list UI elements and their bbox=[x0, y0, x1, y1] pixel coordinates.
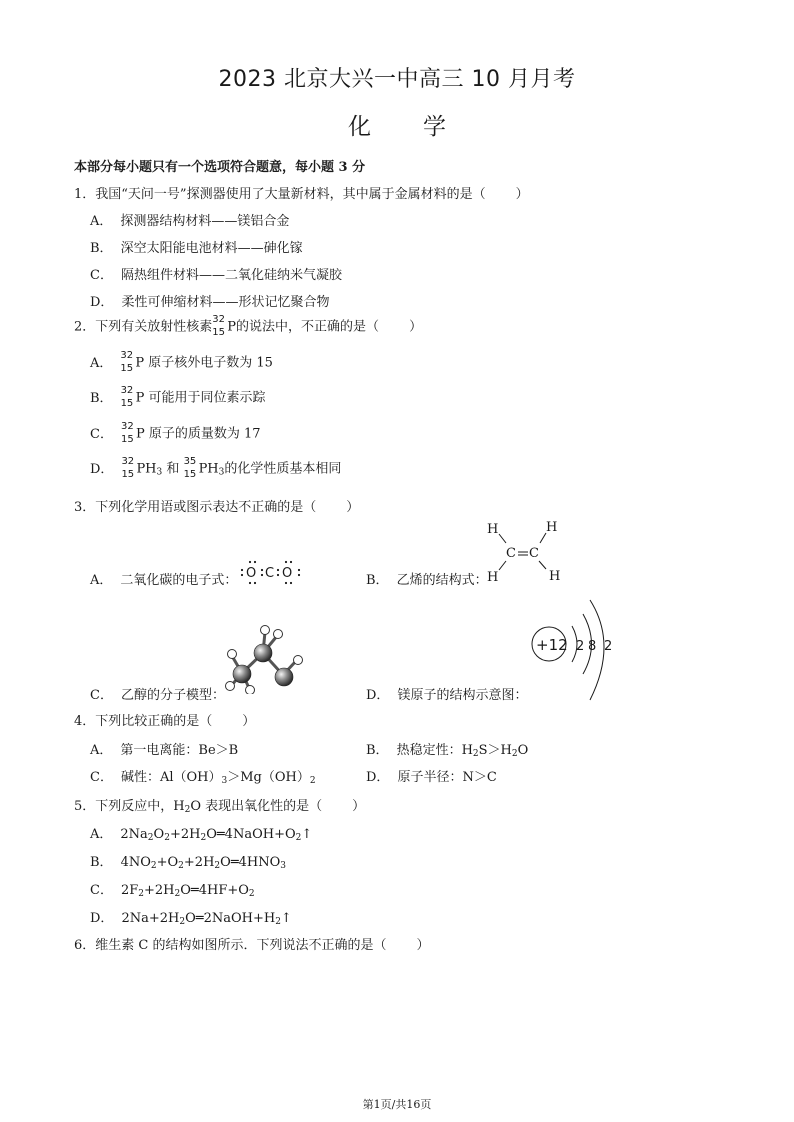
question-1-option-b bbox=[90, 237, 303, 256]
svg-text:H: H bbox=[549, 569, 561, 584]
question-number: 3． bbox=[74, 500, 96, 515]
question-number: 4． bbox=[74, 714, 96, 729]
question-text: 下列有关放射性核素 bbox=[95, 319, 213, 335]
nuclide-notation bbox=[212, 314, 226, 340]
question-4-option-a bbox=[90, 739, 238, 758]
equation-part: 2Na bbox=[120, 827, 148, 842]
nuclide-notation bbox=[120, 350, 134, 376]
equation-part: 4NO bbox=[120, 855, 151, 870]
question-paren: ） bbox=[515, 187, 529, 202]
option-label: B． bbox=[366, 743, 389, 758]
question-2-option-b bbox=[90, 385, 265, 411]
subscript: 2 bbox=[275, 917, 281, 927]
option-label: C． bbox=[90, 688, 113, 703]
option-label: C． bbox=[90, 883, 113, 898]
svg-text:O: O bbox=[246, 566, 257, 581]
question-2-option-d bbox=[90, 456, 341, 482]
subscript: 3 bbox=[156, 467, 163, 478]
subject-char-1: 化 bbox=[348, 114, 371, 140]
svg-text:2: 2 bbox=[604, 639, 613, 654]
equation-part: +2H bbox=[143, 883, 175, 898]
option-label: B． bbox=[90, 241, 113, 256]
question-number: 5． bbox=[74, 799, 96, 814]
question-6-stem bbox=[74, 934, 430, 953]
nuclide-notation bbox=[121, 385, 135, 411]
option-text: S＞H bbox=[478, 743, 512, 758]
formula: PH bbox=[136, 461, 157, 477]
option-label: C． bbox=[90, 770, 113, 785]
equation-part: O═2NaOH+H bbox=[185, 911, 276, 926]
option-text: 深空太阳能电池材料——砷化镓 bbox=[120, 241, 303, 256]
subscript: 2 bbox=[511, 749, 518, 759]
equation-part: O═4HNO bbox=[220, 855, 281, 870]
option-text: 原子核外电子数为 15 bbox=[148, 355, 273, 371]
option-label: B． bbox=[90, 390, 113, 406]
question-3-option-c bbox=[90, 684, 225, 703]
question-5-stem bbox=[74, 795, 365, 815]
subject-title bbox=[0, 108, 794, 141]
subscript: 2 bbox=[150, 861, 157, 871]
option-text: 探测器结构材料——镁铝合金 bbox=[120, 214, 290, 229]
question-text: 的说法中，不正确的是（ bbox=[236, 319, 380, 335]
question-2-stem bbox=[74, 314, 422, 340]
element-symbol: P bbox=[227, 319, 237, 335]
question-text: 下列化学用语或图示表达不正确的是（ bbox=[95, 500, 317, 515]
question-paren: ） bbox=[346, 500, 360, 515]
mass-number: 32 bbox=[120, 421, 134, 432]
option-text: 碱性：Al（OH） bbox=[120, 770, 222, 785]
svg-text:H: H bbox=[487, 570, 499, 585]
question-number: 6． bbox=[74, 938, 96, 953]
question-text: 下列比较正确的是（ bbox=[95, 714, 213, 729]
option-label: C． bbox=[90, 268, 113, 283]
equation-part: +2H bbox=[169, 827, 201, 842]
question-paren: ） bbox=[352, 799, 366, 814]
mass-number: 35 bbox=[183, 456, 197, 467]
question-2-option-c bbox=[90, 421, 261, 447]
mass-number: 32 bbox=[121, 456, 135, 467]
question-number: 2． bbox=[74, 319, 96, 335]
section-instructions: 本部分每小题只有一个选项符合题意，每小题 3 分 bbox=[74, 160, 366, 175]
atomic-number: 15 bbox=[121, 469, 135, 480]
question-4-stem bbox=[74, 710, 255, 729]
question-3-option-b bbox=[366, 569, 488, 588]
option-text: 和 bbox=[166, 461, 180, 477]
formula: PH bbox=[198, 461, 219, 477]
co2-electron-formula bbox=[238, 558, 304, 586]
gas-arrow-icon: ↑ bbox=[280, 911, 292, 926]
svg-text:2: 2 bbox=[576, 639, 585, 654]
option-text: 乙醇的分子模型： bbox=[120, 688, 225, 703]
question-text: 下列反应中，H bbox=[95, 799, 185, 814]
subscript: 2 bbox=[214, 861, 221, 871]
option-text: 原子半径：N＞C bbox=[397, 770, 497, 785]
option-text: ＞Mg（OH） bbox=[227, 770, 310, 785]
question-5-option-a bbox=[90, 823, 312, 843]
subscript: 3 bbox=[221, 776, 228, 786]
svg-text:C: C bbox=[506, 546, 516, 561]
option-label: D． bbox=[90, 911, 114, 926]
option-text: 乙烯的结构式： bbox=[396, 573, 488, 588]
option-text: 原子的质量数为 17 bbox=[148, 426, 261, 442]
question-text: 我国“天问一号”探测器使用了大量新材料，其中属于金属材料的是（ bbox=[95, 187, 486, 202]
mass-number: 32 bbox=[120, 385, 134, 396]
subscript: 2 bbox=[200, 833, 207, 843]
option-label: C． bbox=[90, 426, 113, 442]
question-1-option-d bbox=[90, 291, 329, 310]
svg-text:O: O bbox=[282, 566, 293, 581]
option-label: D． bbox=[366, 770, 390, 785]
equation-part: O bbox=[153, 827, 165, 842]
option-text: 热稳定性：H bbox=[396, 743, 473, 758]
equation-part: +O bbox=[156, 855, 179, 870]
question-4-option-d bbox=[366, 766, 497, 785]
nuclide-notation bbox=[121, 421, 135, 447]
option-text: 镁原子的结构示意图： bbox=[397, 688, 528, 703]
option-text: 可能用于同位素示踪 bbox=[148, 390, 266, 406]
question-3-option-d bbox=[366, 684, 527, 703]
gas-arrow-icon: ↑ bbox=[301, 827, 313, 842]
atomic-number: 15 bbox=[120, 398, 134, 409]
svg-text:H: H bbox=[487, 522, 499, 537]
subscript: 2 bbox=[174, 889, 181, 899]
option-text: 第一电离能：Be＞B bbox=[120, 743, 239, 758]
option-label: D． bbox=[90, 461, 114, 477]
element-symbol: P bbox=[135, 426, 145, 442]
option-label: D． bbox=[90, 295, 114, 310]
atomic-number: 15 bbox=[120, 434, 134, 445]
question-paren: ） bbox=[242, 714, 256, 729]
option-text: O bbox=[517, 743, 529, 758]
option-label: A． bbox=[90, 573, 113, 588]
question-5-option-b bbox=[90, 851, 286, 871]
option-text: 二氧化碳的电子式： bbox=[120, 573, 238, 588]
option-label: A． bbox=[90, 355, 113, 371]
option-text: 柔性可伸缩材料——形状记忆聚合物 bbox=[121, 295, 330, 310]
element-symbol: P bbox=[135, 390, 145, 406]
option-label: B． bbox=[366, 573, 389, 588]
question-paren: ） bbox=[409, 319, 423, 335]
subscript: 2 bbox=[309, 776, 316, 786]
ethanol-molecular-model bbox=[222, 620, 312, 694]
question-4-option-c bbox=[90, 766, 316, 786]
subscript: 2 bbox=[178, 861, 184, 871]
subscript: 2 bbox=[164, 833, 170, 843]
ethylene-structural-formula bbox=[484, 518, 564, 586]
nuclide-notation bbox=[184, 456, 198, 482]
subscript: 2 bbox=[179, 917, 186, 927]
question-4-option-b bbox=[366, 739, 528, 759]
subscript: 3 bbox=[280, 861, 287, 871]
question-1-option-a bbox=[90, 210, 289, 229]
subscript: 3 bbox=[218, 467, 225, 478]
question-5-option-d bbox=[90, 907, 292, 927]
question-number: 1． bbox=[74, 187, 96, 202]
svg-text:C: C bbox=[529, 546, 539, 561]
svg-text:H: H bbox=[546, 520, 558, 535]
atomic-number: 15 bbox=[212, 327, 226, 338]
subscript: 2 bbox=[472, 749, 479, 759]
equation-part: 2Na+2H bbox=[121, 911, 180, 926]
subject-char-2: 学 bbox=[423, 114, 446, 140]
subscript: 2 bbox=[248, 889, 255, 899]
subscript: 2 bbox=[184, 805, 191, 815]
element-symbol: P bbox=[135, 355, 145, 371]
page-indicator: 第1页/共16页 bbox=[362, 1098, 432, 1111]
question-2-option-a bbox=[90, 350, 273, 376]
option-label: A． bbox=[90, 743, 113, 758]
equation-part: O═4HF+O bbox=[180, 883, 249, 898]
equation-part: 2F bbox=[120, 883, 139, 898]
option-label: A． bbox=[90, 214, 113, 229]
option-label: A． bbox=[90, 827, 113, 842]
subscript: 2 bbox=[147, 833, 154, 843]
atomic-number: 15 bbox=[183, 469, 197, 480]
nuclide-notation bbox=[121, 456, 135, 482]
svg-text:8: 8 bbox=[588, 639, 597, 654]
question-3-stem bbox=[74, 496, 359, 515]
svg-text:C: C bbox=[265, 566, 275, 581]
question-text: O 表现出氧化性的是（ bbox=[190, 799, 323, 814]
option-text: 隔热组件材料——二氧化硅纳米气凝胶 bbox=[120, 268, 342, 283]
equation-part: O═4NaOH+O bbox=[206, 827, 296, 842]
atomic-number: 15 bbox=[120, 363, 134, 374]
subscript: 2 bbox=[295, 833, 302, 843]
magnesium-atom-diagram bbox=[528, 596, 618, 706]
subscript: 2 bbox=[138, 889, 144, 899]
question-3-option-a bbox=[90, 569, 237, 588]
svg-text:+12: +12 bbox=[536, 636, 568, 654]
exam-title: 2023 北京大兴一中高三 10 月月考 bbox=[218, 67, 576, 92]
question-5-option-c bbox=[90, 879, 255, 899]
question-text: 维生素 C 的结构如图所示．下列说法不正确的是（ bbox=[95, 938, 387, 953]
option-text: 的化学性质基本相同 bbox=[224, 461, 342, 477]
option-label: D． bbox=[366, 688, 390, 703]
question-1-stem bbox=[74, 183, 529, 202]
equation-part: +2H bbox=[183, 855, 215, 870]
question-1-option-c bbox=[90, 264, 342, 283]
option-label: B． bbox=[90, 855, 113, 870]
mass-number: 32 bbox=[120, 350, 134, 361]
mass-number: 32 bbox=[212, 314, 226, 325]
question-paren: ） bbox=[416, 938, 430, 953]
